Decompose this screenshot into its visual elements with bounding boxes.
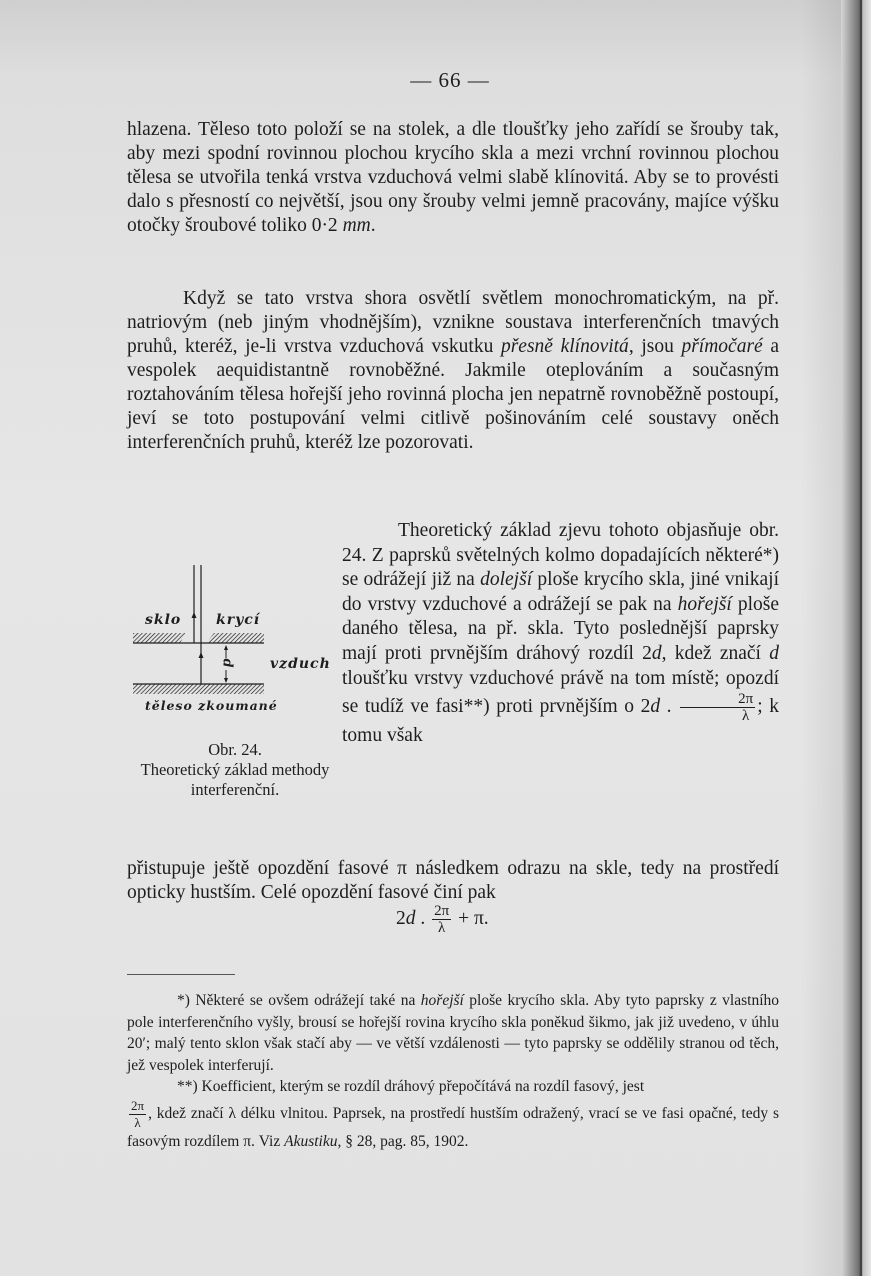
fraction-2pi-lambda: $\frac{2\pi}{\lambda}$ [680,691,755,724]
footnote-2: **) Koefficient, kterým se rozdíl dráhový přepočítává na rozdíl fasový, jest [177,1078,645,1095]
label-teleso: těleso zkoumané [145,698,278,713]
label-d: d [219,658,235,669]
label-sklo: sklo [145,612,182,628]
caption-text: Theoretický základ methody interferenční. [140,760,330,799]
footnote-1: *) Některé se ovšem odrážejí také na hořejší ploše krycího skla. Aby tyto paprsky z vlastního pole interferenčního vyšly, brousí se hořejší rovina krycího skla poněkud šikmo, jak již uvedeno, v úhlu 20′; malý tento sklon však stačí aby — ve větší vzdálenosti — tyto paprsky se oddělily stranou od těch, jež vespolek interferují. [127,992,779,1074]
paragraph-3: Theoretický základ zjevu tohoto objasňuje obr. 24. Z paprsků světelných kolmo dopadajících některé*) se odrážejí již na dolejší ploše krycího skla, jiné vnikají do vrstvy vzduchové a odrážejí se pak na hořejší ploše daného tělesa, na př. skla. Tyto poslednější paprsky mají proti prvnějším dráhový rozdíl 2d, kdež značí d tloušťku vrstvy vzduchové právě na tom místě; opozdí se tudíž ve fasi**) proti prvnějším o 2d . $\frac{2\pi}{\lambda}$ ; k tomu však [342,520,780,747]
paragraph-2: Když se tato vrstva shora osvětlí světlem monochromatickým, na př. natriovým (neb jiným vhodnějším), vznikne soustava interferenčních tmavých pruhů, kteréž, je-li vrstva vzduchová vskutku přesně klínovitá, jsou přímočaré a vespolek aequidistantně rovnoběžné. Jakmile oteplováním a současným roztahováním tělesa hořejší jeho rovinná plocha jen nepatrně rovnoběžně postoupí, jeví se toto postupování velmi citlivě pošinováním celé soustavy oněch interferenčních pruhů, kteréž lze pozorovati. [127,288,780,453]
figure-24-diagram [130,560,330,720]
emphasis: přímočaré [681,336,763,357]
page-number: — 66 — [410,68,490,92]
footnotes [127,990,779,1152]
phase-delay-formula: 2d . $\frac{2\pi}{\lambda}$ + π. [396,903,489,936]
paragraph-1: hlazena. Těleso toto položí se na stolek, a dle tloušťky jeho zařídí se šrouby tak, aby mezi spodní rovinnou plochou krycího skla a mezi vrchní rovinnou plochou tělesa se utvořila tenká vrstva vzduchová velmi slabě klínovitá. Aby se to provésti dalo s přesností co největší, jsou ony šrouby velmi jemně pracovány, majíce výšku otočky šroubové toliko 0·2 mm. [127,119,779,236]
interference-diagram [130,560,330,720]
figure-caption [130,740,340,800]
footnote-2-cont: $\frac{2\pi}{\lambda}$ , kdež značí λ délku vlnitou. Paprsek, na prostředí hustším odražený, vrací se ve fasi opačné, tedy s fasovým rozdílem π. Viz Akustiku, § 28, pag. 85, 1902. [127,1097,779,1150]
caption-number: Obr. 24. [208,740,262,759]
emphasis: přesně klínovitá [500,336,629,357]
book-spine [841,0,871,1276]
label-vzduch: vzduch [270,656,331,672]
fraction-2pi-lambda: $\frac{2\pi}{\lambda}$ [434,903,450,936]
fraction-2pi-lambda: $\frac{2\pi}{\lambda}$ [131,1097,145,1130]
paragraph-4: přistupuje ještě opozdění fasové π následkem odrazu na skle, tedy na prostředí opticky hustším. Celé opozdění fasové činí pak [127,857,779,903]
footnote-divider [127,974,235,975]
page-shadow [801,0,841,1276]
label-kryci: krycí [216,612,261,628]
